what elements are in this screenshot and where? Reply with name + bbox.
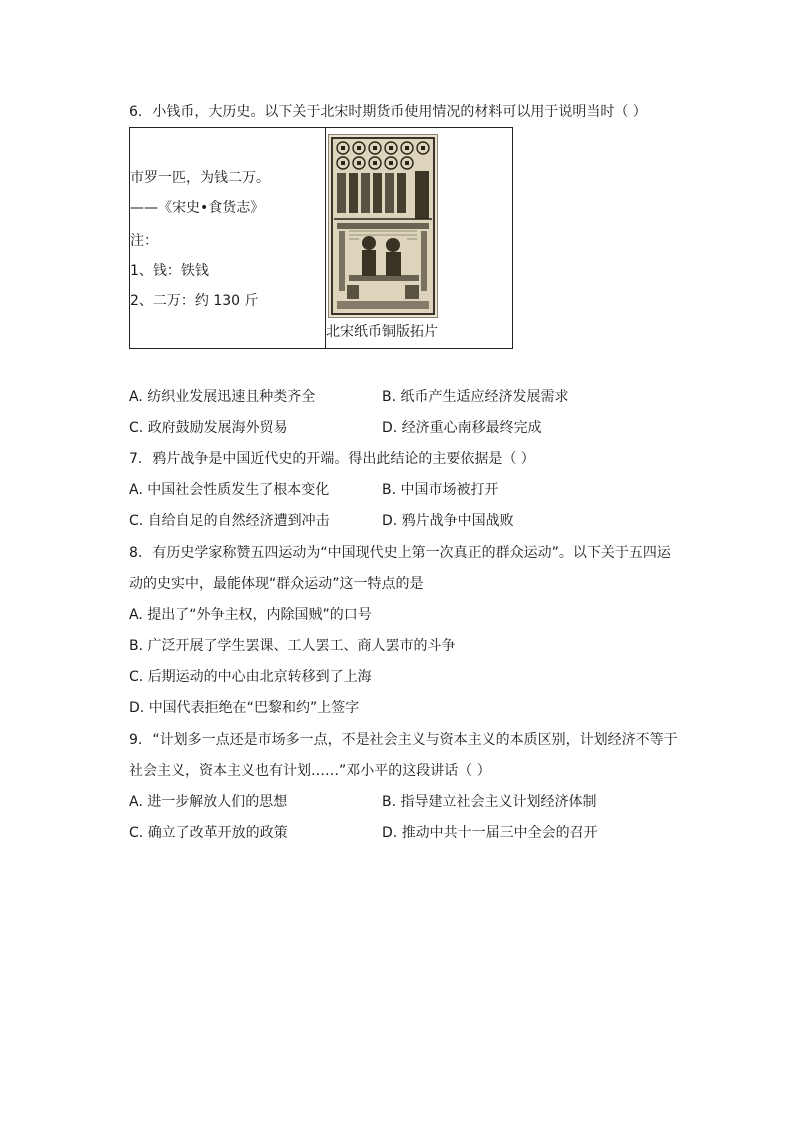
option-8b[interactable] xyxy=(129,636,456,656)
option-6b[interactable] xyxy=(382,387,569,407)
question-number: 8. xyxy=(129,545,143,561)
option-text: 中国市场被打开 xyxy=(400,482,499,498)
question-number: 7. xyxy=(129,451,143,467)
option-8c[interactable] xyxy=(129,667,372,687)
option-8d[interactable] xyxy=(129,698,359,718)
option-label: B. xyxy=(129,638,144,654)
option-label: C. xyxy=(129,669,144,685)
question-text: 鸦片战争是中国近代史的开端。得出此结论的主要依据是（ ） xyxy=(152,451,535,467)
option-7d[interactable] xyxy=(382,511,514,531)
option-9b[interactable] xyxy=(382,792,597,812)
material-note-label: 注： xyxy=(130,233,158,249)
question-8-stem-line-2: 动的史实中，最能体现“群众运动”这一特点的是 xyxy=(129,576,424,592)
option-text: 自给自足的自然经济遭到冲击 xyxy=(147,513,330,529)
option-text: 经济重心南移最终完成 xyxy=(401,420,542,436)
question-text: 小钱币，大历史。以下关于北宋时期货币使用情况的材料可以用于说明当时（ ） xyxy=(152,104,647,120)
option-8a[interactable] xyxy=(129,605,372,625)
option-label: C. xyxy=(129,825,144,841)
option-label: C. xyxy=(129,513,144,529)
material-note-2: 2、二万：约 130 斤 xyxy=(130,293,259,309)
option-label: B. xyxy=(382,389,397,405)
option-9a[interactable] xyxy=(129,792,287,812)
material-note-1: 1、钱：铁钱 xyxy=(130,263,209,279)
material-image-cell xyxy=(326,128,513,349)
option-label: A. xyxy=(129,389,143,405)
option-text: 指导建立社会主义计划经济体制 xyxy=(400,794,597,810)
option-text: 中国社会性质发生了根本变化 xyxy=(147,482,330,498)
option-6c[interactable] xyxy=(129,418,288,438)
paper-money-plate-image xyxy=(328,134,438,318)
option-text: 鸦片战争中国战败 xyxy=(401,513,514,529)
option-label: C. xyxy=(129,420,144,436)
option-text: 政府鼓励发展海外贸易 xyxy=(147,420,288,436)
material-text-cell xyxy=(130,128,326,349)
question-9-stem-line-2: 社会主义，资本主义也有计划……”邓小平的这段讲话（ ） xyxy=(129,763,491,779)
option-label: A. xyxy=(129,607,143,623)
option-text: 纺织业发展迅速且种类齐全 xyxy=(147,389,316,405)
option-6d[interactable] xyxy=(382,418,542,438)
paper-money-rubbing-icon xyxy=(329,135,437,317)
option-label: B. xyxy=(382,794,397,810)
material-line: 市罗一匹，为钱二万。 xyxy=(130,170,270,186)
option-text: 后期运动的中心由北京转移到了上海 xyxy=(147,669,372,685)
option-7a[interactable] xyxy=(129,480,329,500)
option-label: D. xyxy=(382,513,398,529)
option-text: 进一步解放人们的思想 xyxy=(147,794,288,810)
question-7-stem xyxy=(129,449,535,469)
option-label: A. xyxy=(129,794,143,810)
option-text: 提出了“外争主权，内除国贼”的口号 xyxy=(147,607,372,623)
option-label: D. xyxy=(382,825,398,841)
option-label: D. xyxy=(382,420,398,436)
option-7c[interactable] xyxy=(129,511,330,531)
image-caption: 北宋纸币铜版拓片 xyxy=(326,324,438,340)
option-9d[interactable] xyxy=(382,823,598,843)
option-label: B. xyxy=(382,482,397,498)
option-label: D. xyxy=(129,700,145,716)
question-number: 6. xyxy=(129,104,143,120)
option-text: 纸币产生适应经济发展需求 xyxy=(400,389,569,405)
question-6-stem xyxy=(129,102,647,122)
option-text: 推动中共十一届三中全会的召开 xyxy=(401,825,598,841)
option-label: A. xyxy=(129,482,143,498)
question-8-stem-line-1 xyxy=(129,543,671,563)
option-9c[interactable] xyxy=(129,823,288,843)
material-table xyxy=(129,127,513,349)
question-9-stem-line-1 xyxy=(129,730,678,750)
option-text: 确立了改革开放的政策 xyxy=(147,825,288,841)
question-number: 9. xyxy=(129,732,143,748)
question-text: 有历史学家称赞五四运动为“中国现代史上第一次真正的群众运动”。以下关于五四运 xyxy=(152,545,671,561)
question-text: “计划多一点还是市场多一点，不是社会主义与资本主义的本质区别，计划经济不等于 xyxy=(152,732,678,748)
option-text: 中国代表拒绝在“巴黎和约”上签字 xyxy=(148,700,360,716)
option-text: 广泛开展了学生罢课、工人罢工、商人罢市的斗争 xyxy=(147,638,456,654)
material-source: ——《宋史•食货志》 xyxy=(130,200,265,216)
option-7b[interactable] xyxy=(382,480,499,500)
option-6a[interactable] xyxy=(129,387,315,407)
